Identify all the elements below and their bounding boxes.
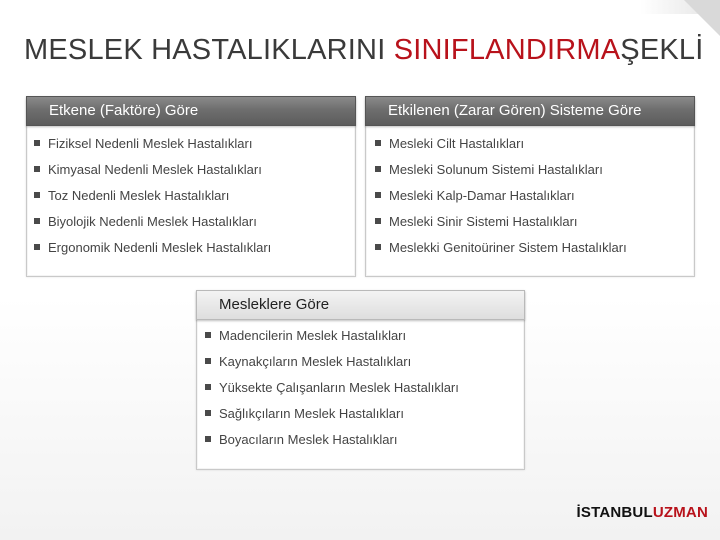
- panel-header-by-agent: Etkene (Faktöre) Göre: [26, 96, 356, 126]
- logo-part-2: UZMAN: [652, 504, 708, 521]
- list-item: Mesleki Solunum Sistemi Hastalıkları: [375, 157, 691, 183]
- bullet-icon: [375, 166, 381, 172]
- list-item: Sağlıkçıların Meslek Hastalıkları: [205, 401, 519, 427]
- list-item: Boyacıların Meslek Hastalıkları: [205, 427, 519, 453]
- list-item: Mesleki Sinir Sistemi Hastalıkları: [375, 209, 691, 235]
- list-item: Kimyasal Nedenli Meslek Hastalıkları: [34, 157, 350, 183]
- bullet-icon: [205, 332, 211, 338]
- list-item: Yüksekte Çalışanların Meslek Hastalıkları: [205, 375, 519, 401]
- title-part-2: SINIFLANDIRMA: [393, 34, 621, 66]
- brand-logo: [577, 504, 708, 521]
- bullet-icon: [34, 244, 40, 250]
- list-item: Ergonomik Nedenli Meslek Hastalıkları: [34, 235, 350, 261]
- corner-fold-decoration: [684, 0, 720, 36]
- title-part-3: ŞEKLİ: [620, 34, 704, 66]
- list-by-agent: [34, 131, 350, 261]
- list-item: Madencilerin Meslek Hastalıkları: [205, 323, 519, 349]
- list-by-system: [375, 131, 691, 261]
- title-part-1: MESLEK HASTALIKLARINI: [24, 34, 394, 66]
- list-item: Biyolojik Nedenli Meslek Hastalıkları: [34, 209, 350, 235]
- panel-header-by-profession: Mesleklere Göre: [196, 290, 525, 320]
- bullet-icon: [205, 384, 211, 390]
- list-by-profession: [205, 323, 519, 453]
- list-item: Mesleki Cilt Hastalıkları: [375, 131, 691, 157]
- bullet-icon: [205, 410, 211, 416]
- bullet-icon: [34, 192, 40, 198]
- list-item: Fiziksel Nedenli Meslek Hastalıkları: [34, 131, 350, 157]
- list-item: Meslekki Genitoüriner Sistem Hastalıkları: [375, 235, 691, 261]
- bullet-icon: [34, 166, 40, 172]
- slide-title: [24, 34, 704, 67]
- list-item: Kaynakçıların Meslek Hastalıkları: [205, 349, 519, 375]
- bullet-icon: [375, 244, 381, 250]
- logo-part-1: İSTANBUL: [576, 504, 653, 521]
- bullet-icon: [205, 436, 211, 442]
- bullet-icon: [205, 358, 211, 364]
- bullet-icon: [34, 140, 40, 146]
- list-item: Mesleki Kalp-Damar Hastalıkları: [375, 183, 691, 209]
- bullet-icon: [34, 218, 40, 224]
- bullet-icon: [375, 192, 381, 198]
- list-item: Toz Nedenli Meslek Hastalıkları: [34, 183, 350, 209]
- bullet-icon: [375, 140, 381, 146]
- panel-header-by-system: Etkilenen (Zarar Gören) Sisteme Göre: [365, 96, 695, 126]
- bullet-icon: [375, 218, 381, 224]
